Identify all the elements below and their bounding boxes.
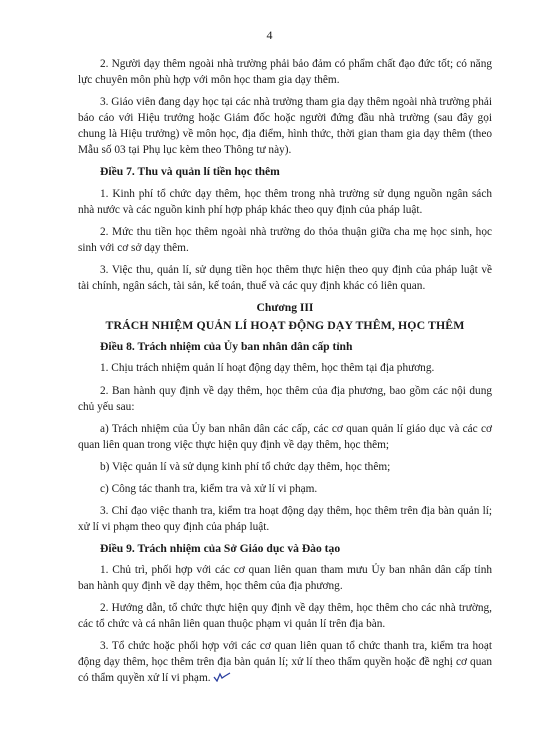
- page-number: 4: [266, 28, 273, 42]
- paragraph: 1. Chịu trách nhiệm quản lí hoạt động dạy thêm, học thêm tại địa phương.: [100, 362, 435, 375]
- paragraph: [78, 638, 492, 686]
- paragraph: 3. Việc thu, quản lí, sử dụng tiền học thêm thực hiện theo quy định của pháp luật về tài chính, ngân sách, tài sản, kế toán, thuế và các quy định khác có liên quan.: [78, 263, 492, 292]
- paragraph: 2. Mức thu tiền học thêm ngoài nhà trường do thỏa thuận giữa cha mẹ học sinh, học sinh với cơ sở dạy thêm.: [78, 225, 492, 254]
- paragraph: b) Việc quản lí và sử dụng kinh phí tổ chức dạy thêm, học thêm;: [100, 460, 391, 473]
- paragraph: 2. Người dạy thêm ngoài nhà trường phải bảo đảm có phẩm chất đạo đức tốt; có năng lực chuyên môn phù hợp với môn học tham gia dạy thêm.: [78, 58, 492, 87]
- paragraph: 3. Chỉ đạo việc thanh tra, kiểm tra hoạt động dạy thêm, học thêm trên địa bàn quản lí; xử lí vi phạm theo quy định của pháp luật.: [78, 504, 492, 533]
- paragraph: c) Công tác thanh tra, kiểm tra và xử lí vi phạm.: [100, 482, 318, 495]
- initial-mark-icon: [213, 672, 231, 682]
- chapter-number: Chương III: [256, 300, 314, 314]
- document-body: [78, 56, 492, 692]
- article-heading: Điều 8. Trách nhiệm của Ủy ban nhân dân cấp tỉnh: [100, 340, 353, 354]
- article-heading: Điều 9. Trách nhiệm của Sở Giáo dục và Đào tạo: [100, 541, 341, 555]
- paragraph: a) Trách nhiệm của Ủy ban nhân dân các cấp, các cơ quan quản lí giáo dục và các cơ quan liên quan trong việc thực hiện quy định về dạy thêm, học thêm;: [78, 422, 492, 451]
- paragraph: 3. Giáo viên đang dạy học tại các nhà trường tham gia dạy thêm ngoài nhà trường phải báo cáo với Hiệu trưởng hoặc Giám đốc hoặc người đứng đầu nhà trường (sau đây gọi chung là Hiệu trưởng) về môn học, địa điểm, hình thức, thời gian tham gia dạy thêm (theo Mẫu số 03 tại Phụ lục kèm theo Thông tư này).: [78, 96, 492, 157]
- chapter-title: TRÁCH NHIỆM QUẢN LÍ HOẠT ĐỘNG DẠY THÊM, HỌC THÊM: [105, 318, 465, 333]
- paragraph: 3. Tổ chức hoặc phối hợp với các cơ quan liên quan tổ chức thanh tra, kiểm tra hoạt động dạy thêm, học thêm trên địa bàn quản lí; xử lí theo thẩm quyền hoặc đề nghị cơ quan có thẩm quyền xử lí vi phạm.: [78, 640, 492, 685]
- paragraph: 2. Ban hành quy định về dạy thêm, học thêm của địa phương, bao gồm các nội dung chủ yếu sau:: [78, 384, 492, 413]
- article-heading: Điều 7. Thu và quản lí tiền học thêm: [100, 165, 280, 179]
- paragraph: 1. Chủ trì, phối hợp với các cơ quan liên quan tham mưu Ủy ban nhân dân cấp tỉnh ban hành quy định về dạy thêm, học thêm của địa phương.: [78, 564, 492, 593]
- paragraph: 1. Kinh phí tổ chức dạy thêm, học thêm trong nhà trường sử dụng nguồn ngân sách nhà nước và các nguồn kinh phí hợp pháp khác theo quy định của pháp luật.: [78, 187, 492, 216]
- paragraph: 2. Hướng dẫn, tổ chức thực hiện quy định về dạy thêm, học thêm cho các nhà trường, các tổ chức và cá nhân liên quan thuộc phạm vi quản lí trên địa bàn.: [78, 602, 492, 631]
